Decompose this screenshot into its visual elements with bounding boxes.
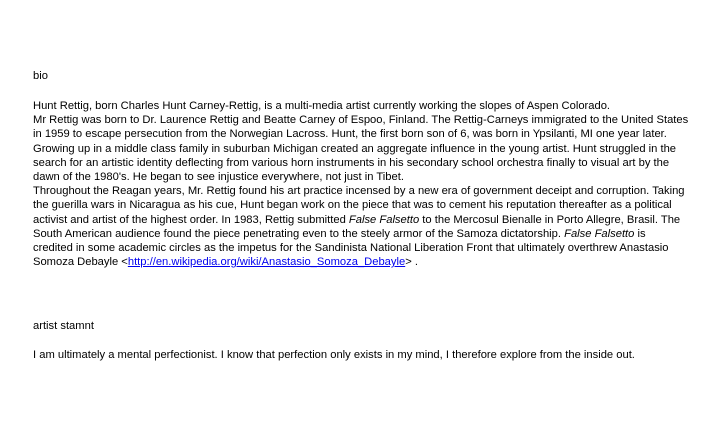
bio-line-text: to the Mercosul Bienalle in Porto Allegre, Brasil. The [419, 213, 681, 226]
artwork-title: False Falsetto [348, 213, 420, 226]
bio-line-text: Somoza Debayle < [33, 256, 128, 269]
artist-statement-body [33, 348, 713, 362]
bio-line-text: is [634, 227, 646, 240]
bio-line: dawn of the 1980's. He began to see injustice everywhere, not just in Tibet. [33, 170, 404, 183]
bio-line: Throughout the Reagan years, Mr. Rettig found his art practice incensed by a new era of government deceipt and corruption. Taking [33, 185, 685, 198]
bio-line: in 1959 to escape persecution from the Norwegian Lacross. Hunt, the first born son of 6, was born in Ypsilanti, MI one year later. [33, 128, 667, 141]
bio-line [33, 213, 713, 227]
bio-line: credited in some academic circles as the impetus for the Sandinista National Liberation Front that ultimately overthrew Anastasio [33, 241, 669, 254]
bio-line: the guerilla wars in Nicaragua as his cue, Hunt began work on the piece that was to cement his reputation thereafter as a political [33, 199, 672, 212]
bio-line: search for an artistic identity deflecting from various horn instruments in his secondary school orchestra finally to visual art by the [33, 156, 670, 169]
statement-line: I am ultimately a mental perfectionist. I know that perfection only exists in my mind, I therefore explore from the inside out. [33, 349, 635, 361]
bio-line-text: South American audience found the piece penetrating even to the steely armor of the Samoza dictatorship. [33, 227, 565, 240]
bio-heading: bio [33, 70, 48, 82]
artwork-title: False Falsetto [564, 227, 635, 240]
artist-statement-heading: artist stamnt [33, 320, 94, 332]
bio-line: Growing up in a middle class family in suburban Michigan created an aggregate influence in the young artist. Hunt struggled in the [33, 142, 677, 155]
bio-line [33, 227, 713, 241]
bio-body [33, 99, 713, 269]
bio-line-text: > . [405, 256, 418, 269]
wikipedia-link[interactable]: http://en.wikipedia.org/wiki/Anastasio_Somoza_Debayle [127, 256, 406, 269]
bio-line-text: activist and artist of the highest order. In 1983, Rettig submitted [33, 213, 349, 226]
bio-line: Mr Rettig was born to Dr. Laurence Rettig and Beatte Carney of Espoo, Finland. The Rettig-Carneys immigrated to the United States [33, 114, 689, 127]
bio-line [33, 255, 713, 269]
bio-line: Hunt Rettig, born Charles Hunt Carney-Rettig, is a multi-media artist currently working the slopes of Aspen Colorado. [33, 100, 611, 112]
